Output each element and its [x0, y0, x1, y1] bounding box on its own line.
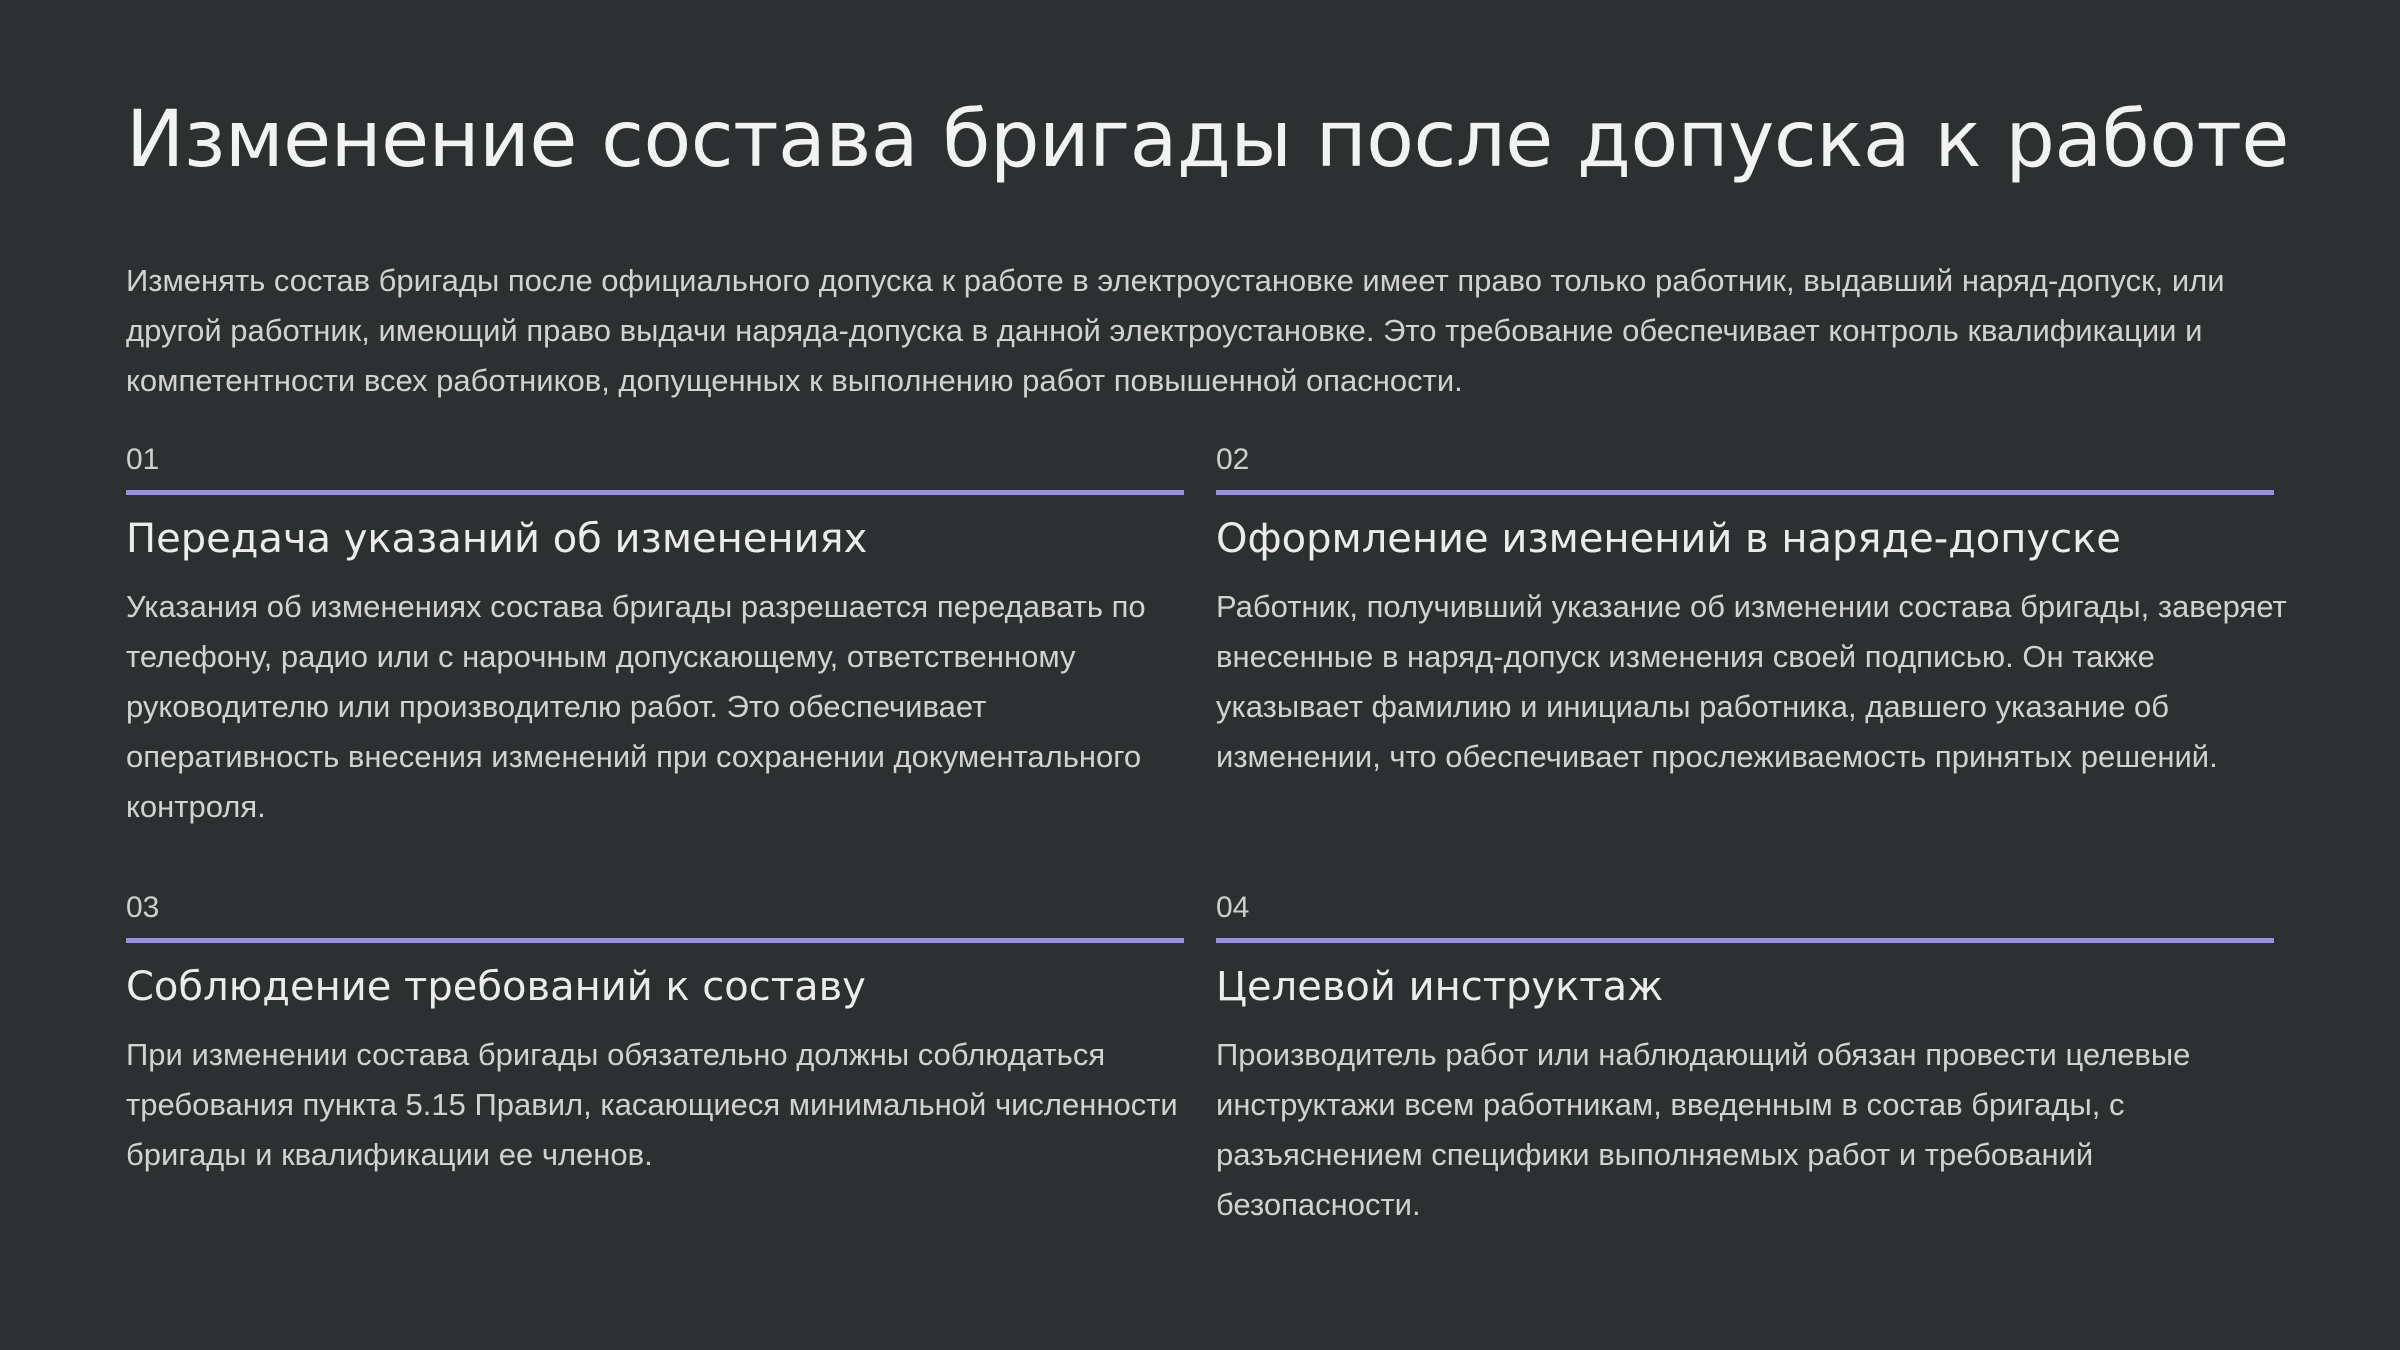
card-number: 01 — [126, 443, 160, 476]
card-number: 03 — [126, 891, 160, 924]
slide-title: Изменение состава бригады после допуска к работе — [126, 95, 2289, 185]
card-divider — [1216, 490, 2274, 495]
card-number: 02 — [1216, 443, 1250, 476]
card-title: Оформление изменений в наряде-допуске — [1216, 516, 2121, 562]
card-text: При изменении состава бригады обязательно должны соблюдаться требования пункта 5.15 Правил, касающиеся минимальной численности бригады и квалификации ее членов. — [126, 1037, 1178, 1172]
card-divider — [126, 490, 1184, 495]
card-title: Соблюдение требований к составу — [126, 964, 866, 1010]
card-number: 04 — [1216, 891, 1250, 924]
card-divider — [126, 938, 1184, 943]
card-divider — [1216, 938, 2274, 943]
intro-paragraph: Изменять состав бригады после официального допуска к работе в электроустановке имеет право только работник, выдавший наряд-допуск, или другой работник, имеющий право выдачи наряда-допуска в данной электроустановке. Это требование обеспечивает контроль квалификации и компетентности всех работников, допущенных к выполнению работ повышенной опасности. — [126, 263, 2225, 398]
card-title: Целевой инструктаж — [1216, 964, 1664, 1010]
card-text: Работник, получивший указание об изменении состава бригады, заверяет внесенные в наряд-допуск изменения своей подписью. Он также указывает фамилию и инициалы работника, давшего указание об изменении, что обеспечивает прослеживаемость принятых решений. — [1216, 589, 2287, 774]
card-title: Передача указаний об изменениях — [126, 516, 868, 562]
card-text: Производитель работ или наблюдающий обязан провести целевые инструктажи всем работникам, введенным в состав бригады, с разъяснением специфики выполняемых работ и требований безопасности. — [1216, 1037, 2191, 1222]
card-text: Указания об изменениях состава бригады разрешается передавать по телефону, радио или с нарочным допускающему, ответственному руководителю или производителю работ. Это обеспечивает оперативность внесения изменений при сохранении документального контроля. — [126, 589, 1146, 824]
